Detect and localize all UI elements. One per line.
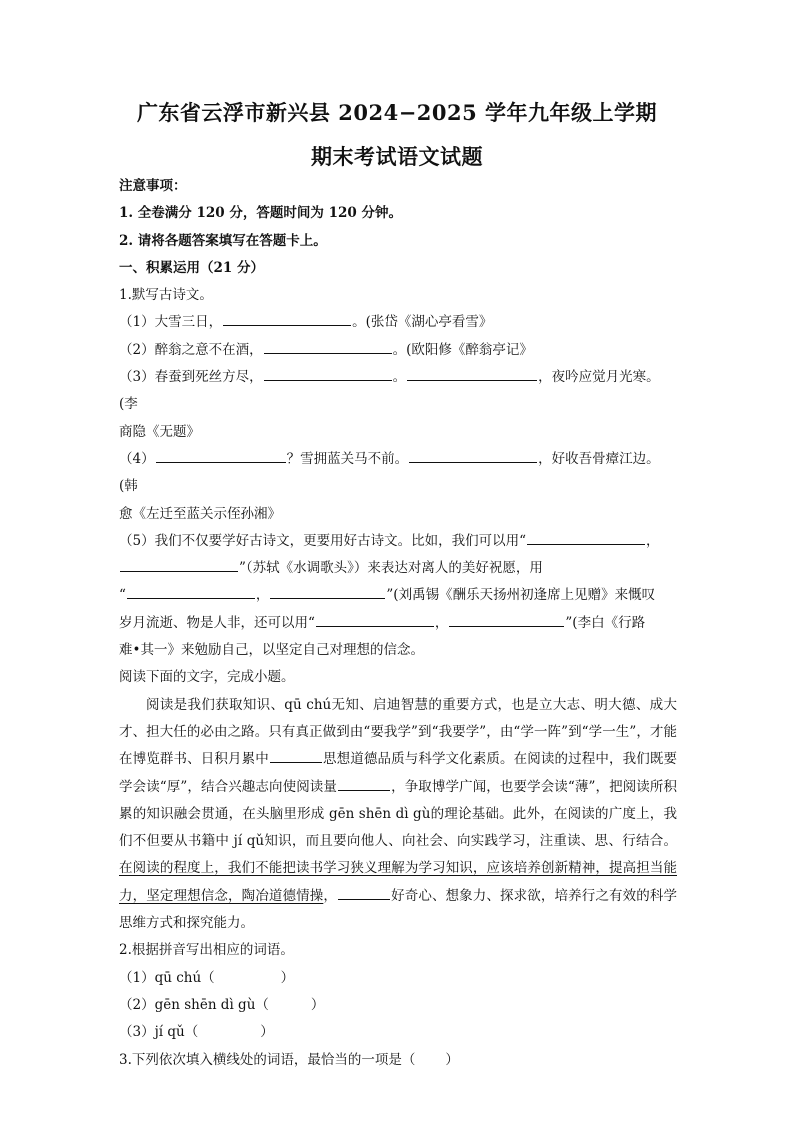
passage-sentence-1: 阅读是我们获取知识、qū chú无知、启迪智慧的重要方式，也是立大志、明大德、成大才、担大任的必由之路。只有真正做到由“要我学”到“我要学”，由“学一阵”到“学一生”，才能在博览群书、日积月累中: [119, 696, 677, 768]
notice-item-2: 2. 请将各题答案填写在答题卡上。: [119, 232, 327, 249]
answer-blank[interactable]: [407, 366, 537, 381]
q1-p4-text-b: ？雪拥蓝关马不前。: [286, 450, 409, 467]
notice-heading: 注意事项：: [119, 178, 187, 194]
answer-blank[interactable]: [223, 311, 351, 326]
q1-p3-text-c: ，夜吟应觉月光寒。(李: [119, 369, 660, 413]
answer-blank[interactable]: [270, 748, 322, 763]
answer-blank[interactable]: [120, 557, 238, 572]
q3-stem-text-a: 3.下列依次填入横线处的词语，最恰当的一项是（: [119, 1051, 416, 1068]
q1-p5-text-g: 岁月流逝、物是人非，还可以用“: [119, 614, 315, 631]
q1-p5-text-e: ，: [255, 587, 270, 604]
question-1-part-5-line-5: [119, 637, 677, 664]
q1-p5-text-d: “: [119, 587, 126, 604]
question-1-stem: 1.默写古诗文。: [119, 287, 213, 304]
passage-underlined-sentence: 在阅读的程度上，我们不能把读书学习狭义理解为学习知识，应该培养创新精神，提高担当能力，坚定理想信念，陶冶道德情操: [119, 860, 677, 904]
q1-p5-text-j: 难•其一》来勉励自己，以坚定自己对理想的信念。: [119, 642, 424, 659]
q2-i2-text-a: （2）gēn shēn dì gù（: [119, 996, 269, 1013]
exam-title-line1: 广东省云浮市新兴县 2024−2025 学年九年级上学期: [136, 100, 658, 125]
q2-i3-text-a: （3）jí qǔ（: [119, 1024, 199, 1041]
q1-p3-text-b: 。: [392, 369, 407, 386]
answer-blank[interactable]: [270, 584, 385, 599]
q1-p1-text-a: （1）大雪三日，: [119, 314, 223, 331]
answer-blank[interactable]: [449, 612, 564, 627]
question-1-part-5-line-2: [119, 555, 677, 582]
q2-i2-text-b: ）: [310, 996, 325, 1013]
question-1-part-4-cont: [119, 501, 677, 528]
passage-sentence-3: ，争取博学广闻，也要学会读“薄”，把阅读所积累的知识融会贯通，在头脑里形成 gēn shēn dì gù的理论基础。此外，在阅读的广度上，我们不但要从书籍中 jí qǔ知识，而且要向他人、向社会、向实践学习，注重读、思、行结合。: [119, 778, 677, 850]
answer-blank[interactable]: [264, 366, 392, 381]
q1-p4-text-c: ，好收吾骨瘴江边。(韩: [119, 450, 660, 495]
q1-p1-text-b: 。(张岱《湖心亭看雪》: [352, 314, 493, 331]
q2-i3-text-b: ）: [260, 1024, 274, 1041]
question-2-stem: 2.根据拼音写出相应的词语。: [119, 942, 294, 959]
passage-sentence-6: 好奇心、想象力、探求欲，培养行之有效的科学思维方式和探究能力。: [119, 887, 678, 932]
notice-item-1: 1. 全卷满分 120 分，答题时间为 120 分钟。: [119, 205, 402, 222]
answer-blank[interactable]: [264, 339, 392, 354]
answer-blank[interactable]: [338, 885, 390, 900]
q1-p5-text-i: ”(李白《行路: [565, 614, 646, 631]
question-2-item-3: [119, 1019, 677, 1046]
exam-content: [119, 173, 677, 1074]
q1-p5-text-a: （5）我们不仅要学好古诗文，更要用好古诗文。比如，我们可以用“: [119, 532, 526, 549]
reading-intro: 阅读下面的文字，完成小题。: [119, 669, 295, 686]
q2-i1-text-a: （1）qū chú（: [119, 969, 215, 986]
section-1-heading: 一、积累运用（21 分）: [119, 259, 264, 276]
question-1-part-1: [119, 309, 677, 336]
question-3-stem: [119, 1047, 677, 1074]
reading-passage: [119, 692, 677, 938]
answer-blank[interactable]: [527, 530, 645, 545]
answer-blank[interactable]: [409, 448, 537, 463]
q2-i1-text-b: ）: [280, 969, 295, 986]
q1-p3-text-d: 商隐《无题》: [119, 423, 200, 440]
question-1-part-3: [119, 364, 677, 419]
passage-sentence-2: 思想道德品质与科学文化素质。在阅读的过程中，我们既要学会读“厚”，结合兴趣志向使阅读量: [119, 751, 678, 795]
q1-p5-text-f: ”(刘禹锡《酬乐天扬州初逢席上见赠》来慨叹: [386, 587, 656, 604]
q1-p5-text-b: ，: [646, 532, 660, 549]
q1-p4-text-a: （4）: [119, 450, 155, 467]
q1-p2-text-b: 。(欧阳修《醉翁亭记》: [392, 341, 533, 358]
question-1-part-5-line-4: [119, 610, 677, 637]
question-1-part-3-cont: [119, 419, 677, 446]
q1-p2-text-a: （2）醉翁之意不在酒，: [119, 341, 263, 358]
answer-blank[interactable]: [338, 776, 390, 791]
passage-comma: ，: [323, 887, 337, 904]
answer-blank[interactable]: [127, 584, 255, 599]
question-2-item-2: [119, 992, 677, 1019]
q1-p4-text-d: 愈《左迁至蓝关示侄孙湘》: [119, 505, 281, 522]
q1-p5-text-h: ，: [434, 614, 449, 631]
question-1-part-4: [119, 446, 677, 501]
answer-blank[interactable]: [156, 448, 286, 463]
answer-blank[interactable]: [316, 612, 434, 627]
exam-title-line2: 期末考试语文试题: [311, 144, 483, 169]
question-1-part-5-line-3: [119, 582, 677, 609]
q1-p3-text-a: （3）春蚕到死丝方尽，: [119, 369, 263, 386]
q3-stem-text-b: ）: [445, 1051, 459, 1068]
question-2-item-1: [119, 965, 677, 992]
q1-p5-text-c: ”（苏轼《水调歌头》）来表达对离人的美好祝愿，用: [239, 560, 543, 577]
question-1-part-2: [119, 337, 677, 364]
question-1-part-5-line-1: [119, 528, 677, 555]
